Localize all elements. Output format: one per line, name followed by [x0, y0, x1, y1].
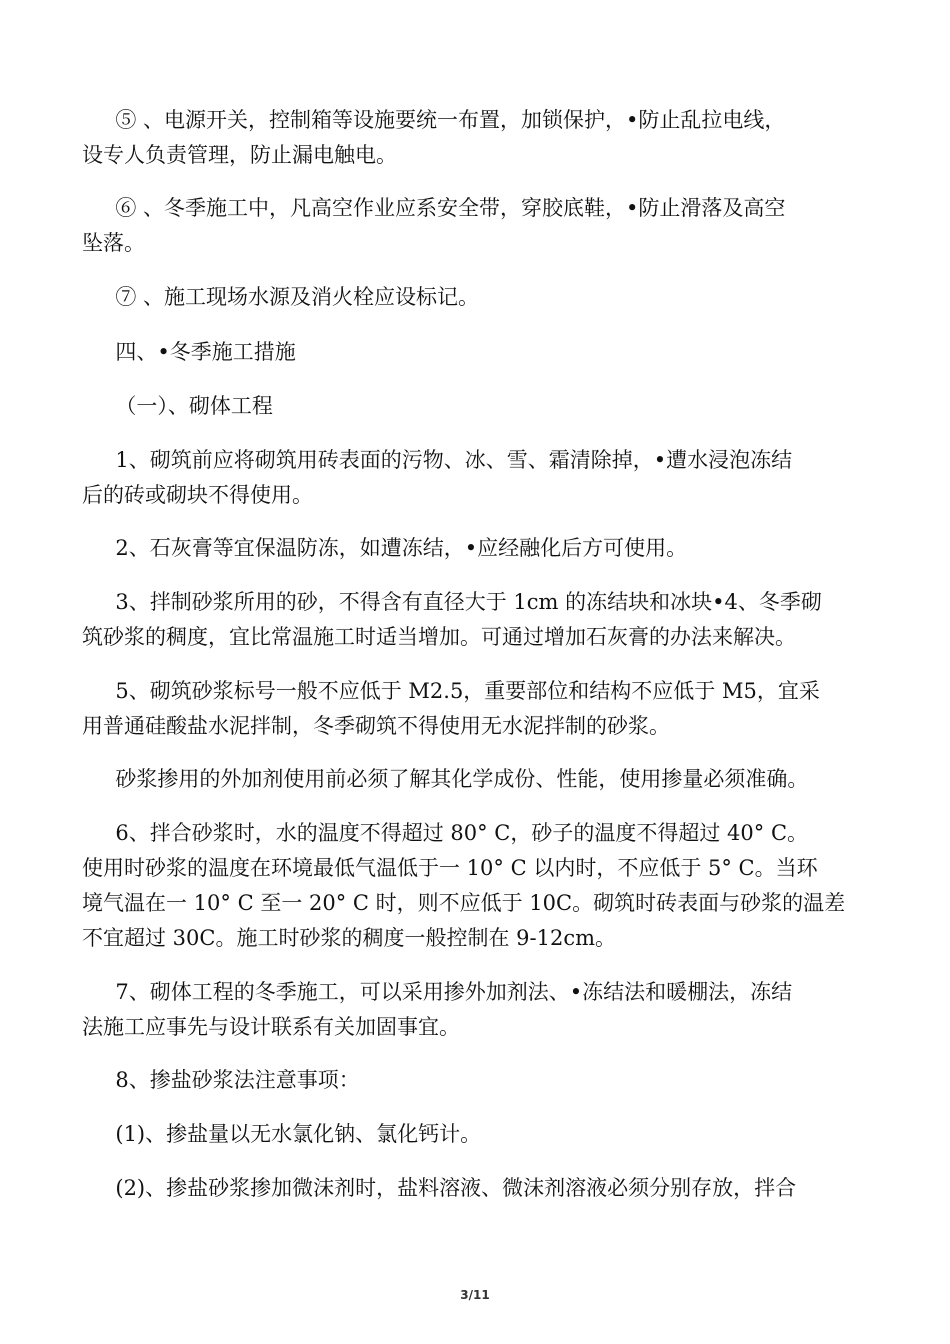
text-line: 用普通硅酸盐水泥拌制，冬季砌筑不得使用无水泥拌制的砂浆。 — [82, 714, 670, 738]
text-line: 砂浆掺用的外加剂使用前必须了解其化学成份、性能，使用掺量必须准确。 — [82, 767, 809, 791]
text-line: 7、砌体工程的冬季施工，可以采用掺外加剂法、•冻结法和暖棚法，冻结 — [82, 980, 793, 1004]
text-line: (2)、掺盐砂浆掺加微沫剂时，盐料溶液、微沫剂溶液必须分别存放，拌合 — [82, 1176, 797, 1200]
text-line: 筑砂浆的稠度，宜比常温施工时适当增加。可通过增加石灰膏的办法来解决。 — [82, 625, 796, 649]
paragraph-6 — [82, 816, 872, 956]
text-line: （一）、砌体工程 — [82, 394, 273, 418]
section-heading — [82, 335, 872, 370]
text-line: 不宜超过 30C。施工时砂浆的稠度一般控制在 9-12cm。 — [82, 926, 616, 950]
text-line: 设专人负责管理，防止漏电触电。 — [82, 143, 397, 167]
paragraph-8 — [82, 1063, 872, 1098]
text-line: 5、砌筑砂浆标号一般不应低于 M2.5，重要部位和结构不应低于 M5，宜采 — [82, 679, 820, 703]
text-line: 坠落。 — [82, 231, 145, 255]
paragraph-item-7 — [82, 280, 872, 315]
text-line: 8、掺盐砂浆法注意事项： — [82, 1068, 360, 1092]
paragraph-2 — [82, 531, 872, 566]
paragraph-8-1 — [82, 1117, 872, 1152]
text-line: 1、砌筑前应将砌筑用砖表面的污物、冰、雪、霜清除掉，•遭水浸泡冻结 — [82, 448, 793, 472]
subsection-heading — [82, 389, 872, 424]
text-line: 后的砖或砌块不得使用。 — [82, 483, 313, 507]
paragraph-item-5 — [82, 103, 872, 173]
page-number: 3/11 — [460, 1288, 490, 1302]
paragraph-3 — [82, 585, 872, 655]
text-line: 3、拌制砂浆所用的砂，不得含有直径大于 1cm 的冻结块和冰块•4、冬季砌 — [82, 590, 822, 614]
text-line: 法施工应事先与设计联系有关加固事宜。 — [82, 1015, 460, 1039]
paragraph-additive-note — [82, 762, 872, 797]
text-line: ⑥ 、冬季施工中，凡高空作业应系安全带，穿胶底鞋，•防止滑落及高空 — [82, 196, 786, 220]
text-line: 四、•冬季施工措施 — [82, 340, 296, 364]
text-line: 使用时砂浆的温度在环境最低气温低于一 10° C 以内时，不应低于 5° C。当环 — [82, 856, 818, 880]
paragraph-8-2 — [82, 1171, 872, 1206]
text-line: ⑦ 、施工现场水源及消火栓应设标记。 — [82, 285, 480, 309]
text-line: 2、石灰膏等宜保温防冻，如遭冻结，•应经融化后方可使用。 — [82, 536, 688, 560]
paragraph-7 — [82, 975, 872, 1045]
paragraph-1 — [82, 443, 872, 513]
text-line: 6、拌合砂浆时，水的温度不得超过 80° C，砂子的温度不得超过 40° C。 — [82, 821, 809, 845]
paragraph-5 — [82, 674, 872, 744]
text-line: (1)、掺盐量以无水氯化钠、氯化钙计。 — [82, 1122, 482, 1146]
text-line: ⑤ 、电源开关，控制箱等设施要统一布置，加锁保护，•防止乱拉电线， — [82, 108, 786, 132]
text-line: 境气温在一 10° C 至一 20° C 时，则不应低于 10C。砌筑时砖表面与砂浆的温差 — [82, 891, 846, 915]
paragraph-item-6 — [82, 191, 872, 261]
